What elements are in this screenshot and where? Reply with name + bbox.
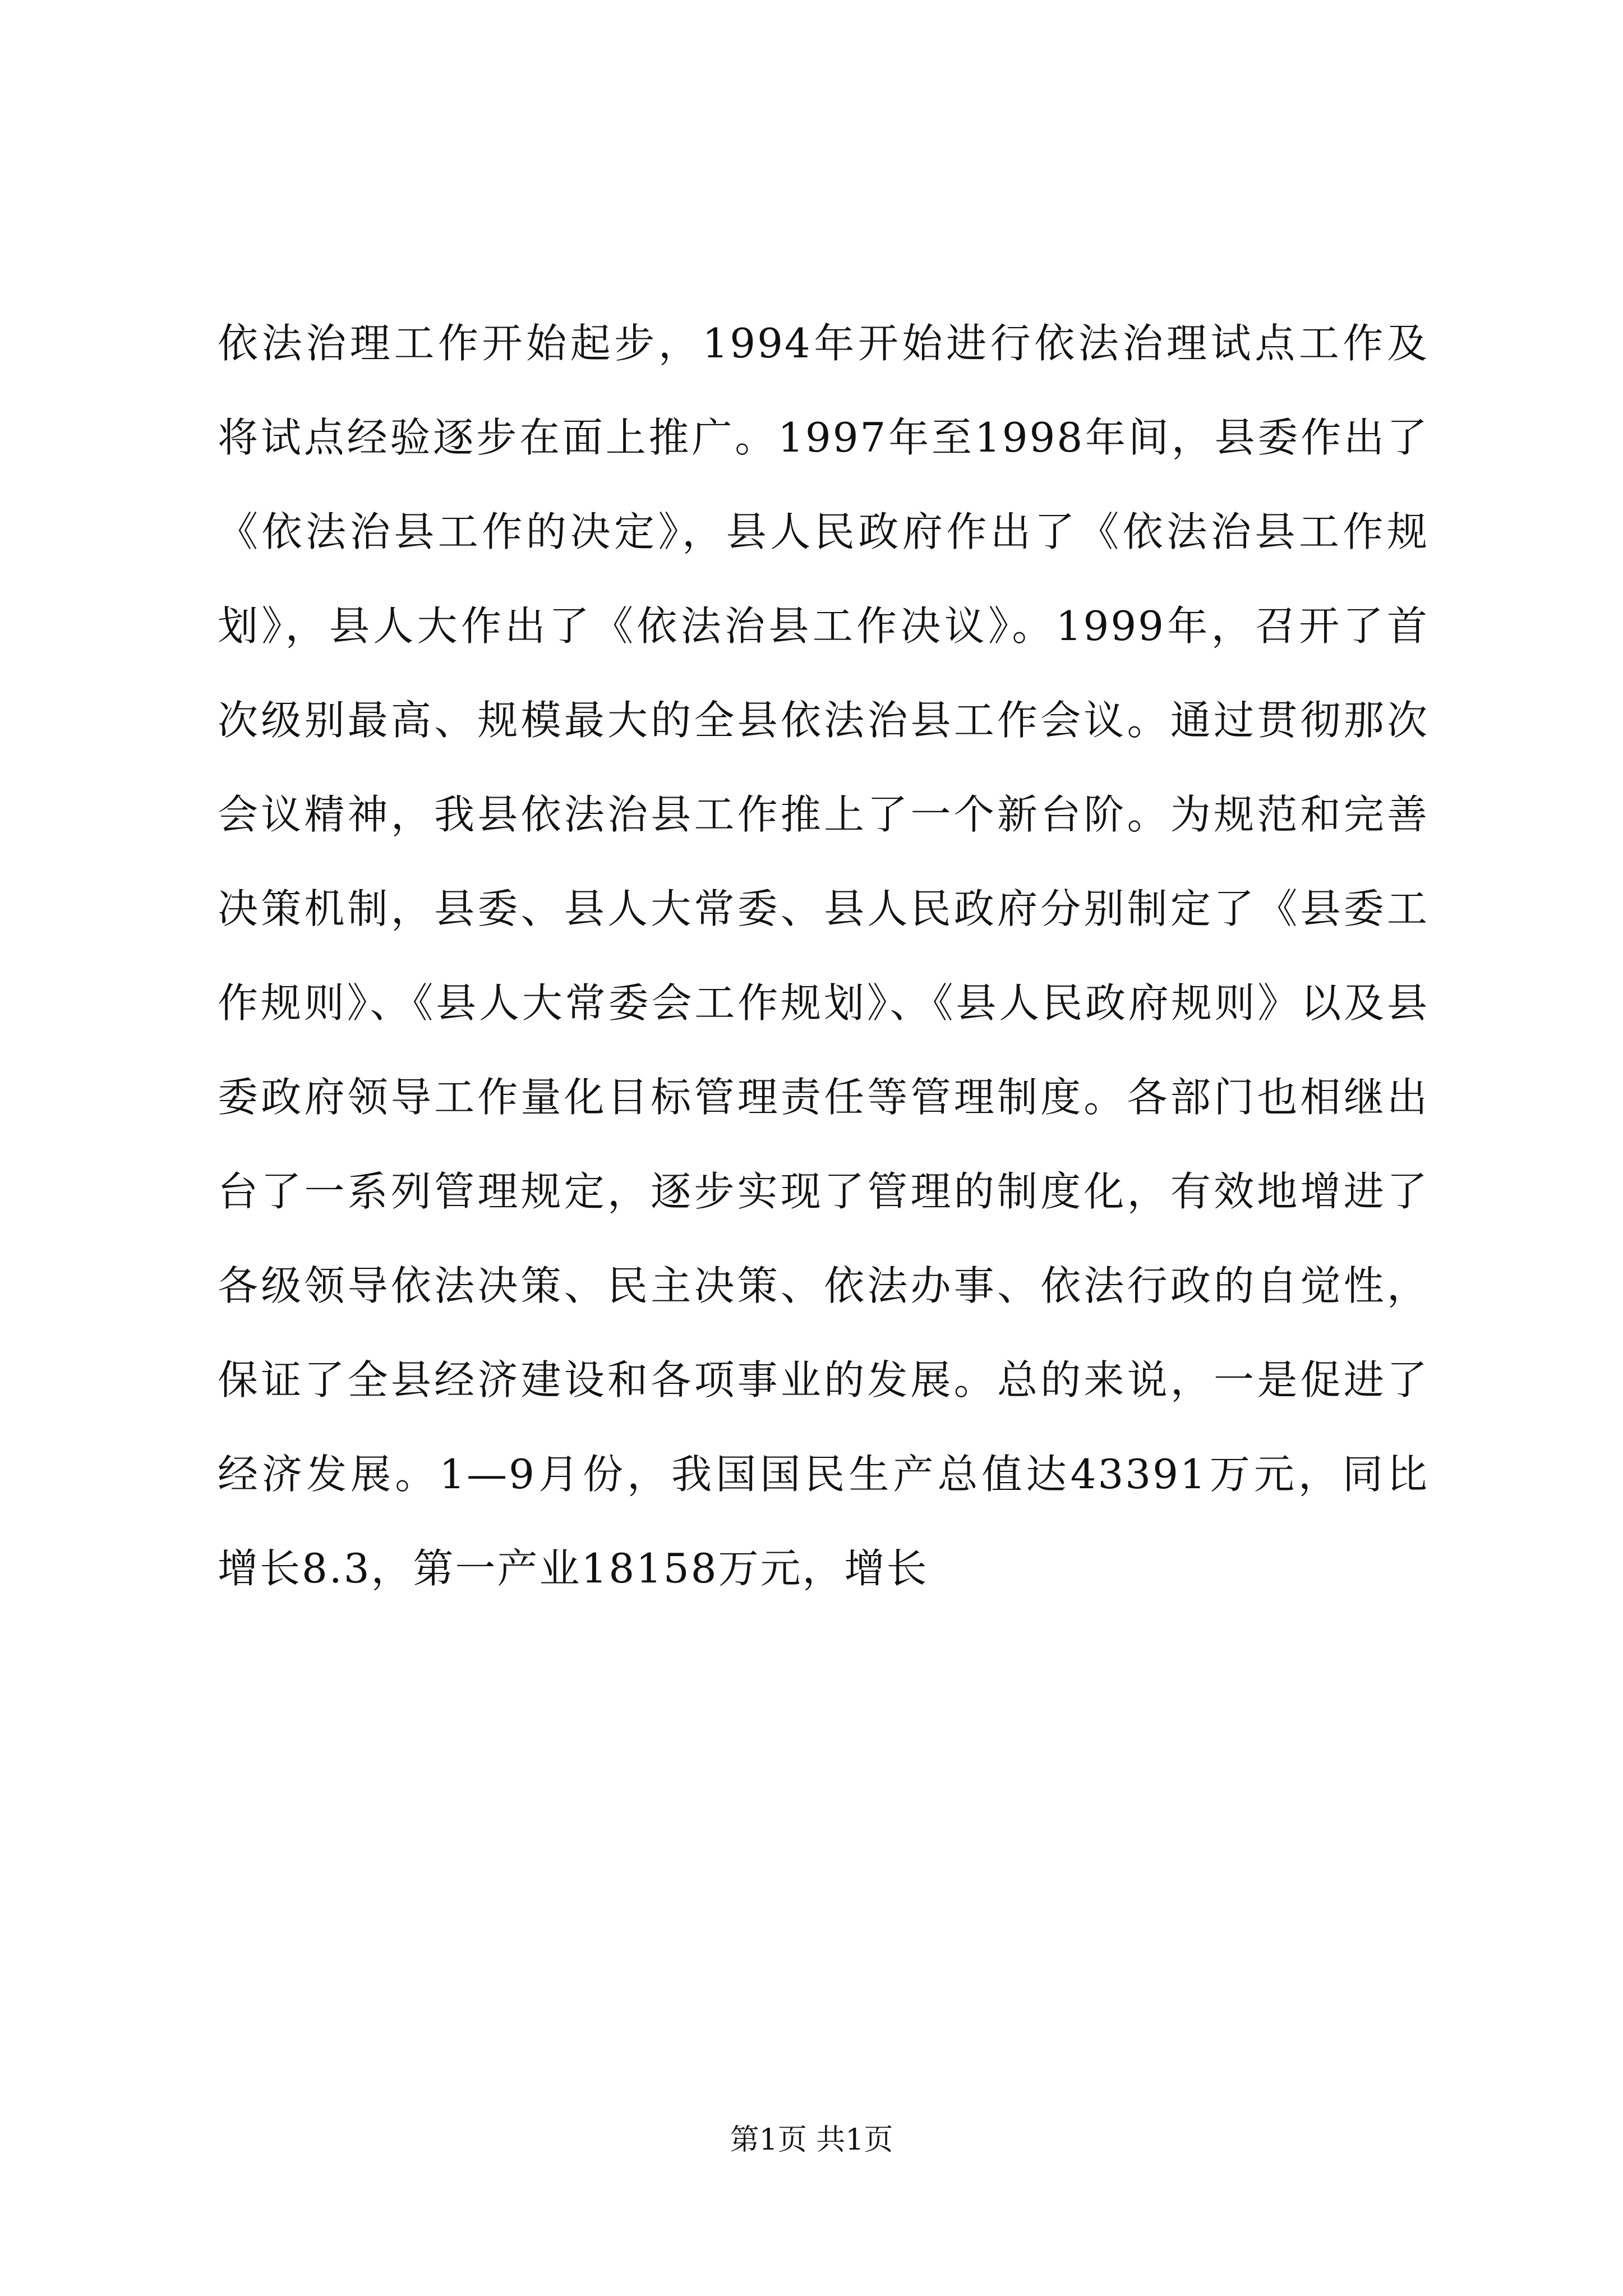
text-line-5: 次级别最高、规模最大的全县依法治县工作会议。通过贯彻那次: [218, 697, 1429, 744]
text-line-4: 划》，县人大作出了《依法治县工作决议》。1999年，召开了首: [218, 602, 1429, 650]
text-line-6: 会议精神，我县依法治县工作推上了一个新台阶。为规范和完善: [218, 791, 1429, 838]
text-line-12: 保证了全县经济建设和各项事业的发展。总的来说，一是促进了: [218, 1356, 1429, 1404]
text-line-14: 增长8.3，第一产业18158万元，增长: [218, 1545, 929, 1592]
page-footer: [0, 2120, 1623, 2160]
text-line-8: 作规则》、《县人大常委会工作规划》、《县人民政府规则》以及县: [218, 979, 1429, 1027]
text-line-1: 依法治理工作开始起步，1994年开始进行依法治理试点工作及: [218, 320, 1429, 367]
text-line-11: 各级领导依法决策、民主决策、依法办事、依法行政的自觉性，: [218, 1262, 1429, 1309]
text-line-13: 经济发展。1—9月份，我国国民生产总值达43391万元，同比: [218, 1451, 1429, 1498]
page-number-label: 第1页 共1页: [730, 2123, 893, 2157]
text-line-2: 将试点经验逐步在面上推广。1997年至1998年间，县委作出了: [218, 414, 1429, 461]
text-line-7: 决策机制，县委、县人大常委、县人民政府分别制定了《县委工: [218, 885, 1429, 932]
text-line-3: 《依法治县工作的决定》，县人民政府作出了《依法治县工作规: [218, 508, 1429, 555]
body-paragraph: [218, 296, 1429, 1616]
text-line-9: 委政府领导工作量化目标管理责任等管理制度。各部门也相继出: [218, 1074, 1429, 1121]
text-line-10: 台了一系列管理规定，逐步实现了管理的制度化，有效地增进了: [218, 1168, 1429, 1215]
